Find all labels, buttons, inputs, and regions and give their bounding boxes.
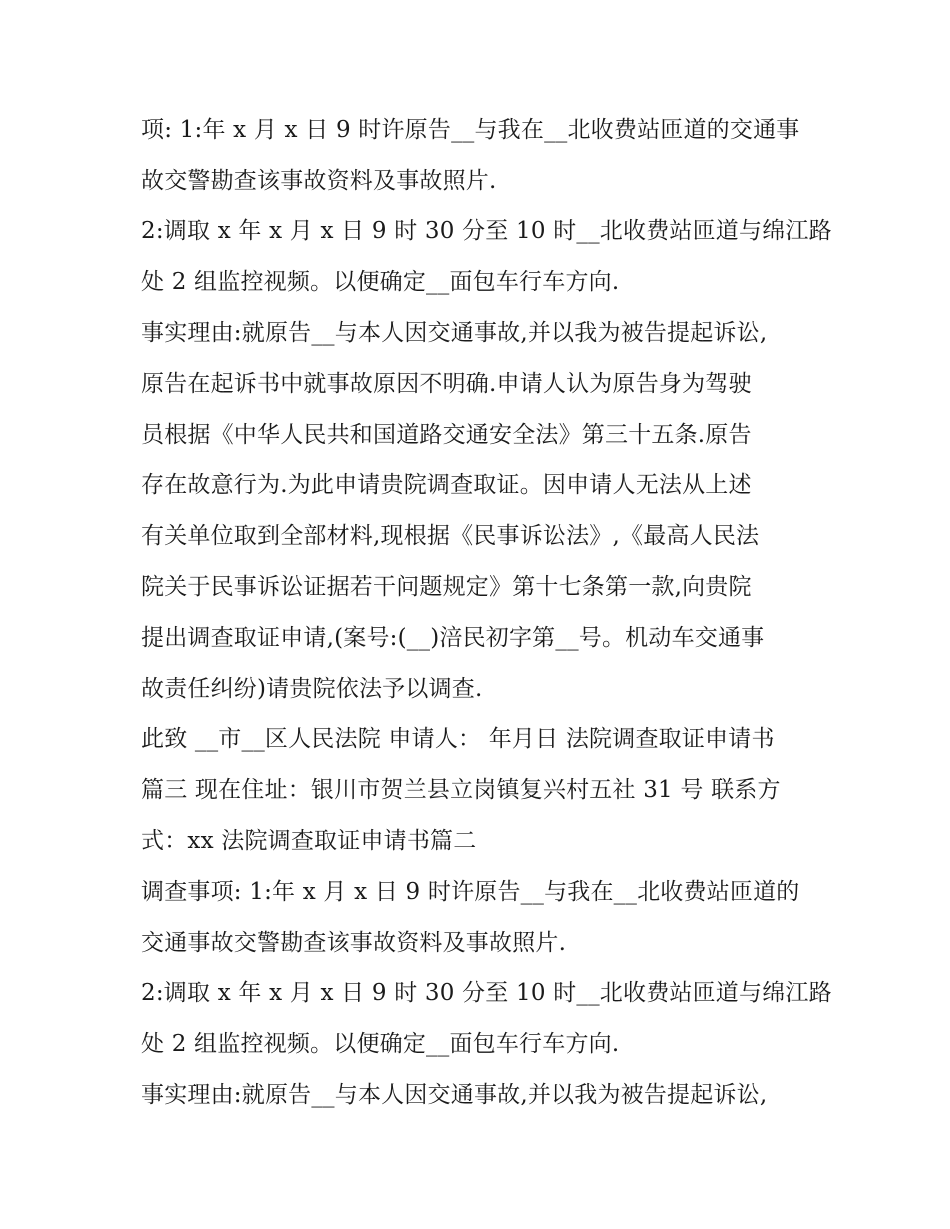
- text-line: 调查事项: 1:年 x 月 x 日 9 时许原告__与我在__北收费站匝道的: [141, 879, 800, 905]
- text-line: 此致 __市__区人民法院 申请人： 年月日 法院调查取证申请书: [141, 726, 775, 752]
- text-line: 院关于民事诉讼证据若干问题规定》第十七条第一款,向贵院: [141, 574, 752, 600]
- text-line: 原告在起诉书中就事故原因不明确.申请人认为原告身为驾驶: [141, 371, 752, 397]
- text-line: 2:调取 x 年 x 月 x 日 9 时 30 分至 10 时__北收费站匝道与绵江路: [141, 218, 832, 244]
- text-line: 2:调取 x 年 x 月 x 日 9 时 30 分至 10 时__北收费站匝道与绵江路: [141, 980, 832, 1006]
- text-line: 事实理由:就原告__与本人因交通事故,并以我为被告提起诉讼,: [141, 320, 768, 346]
- text-line: 事实理由:就原告__与本人因交通事故,并以我为被告提起诉讼,: [141, 1082, 768, 1108]
- text-line: 存在故意行为.为此申请贵院调查取证。因申请人无法从上述: [141, 472, 752, 498]
- text-line: 式：xx 法院调查取证申请书篇二: [141, 828, 477, 854]
- text-line: 员根据《中华人民共和国道路交通安全法》第三十五条.原告: [141, 422, 752, 448]
- text-line: 处 2 组监控视频。以便确定__面包车行车方向.: [141, 269, 620, 295]
- text-line: 故交警勘查该事故资料及事故照片.: [141, 168, 497, 194]
- text-line: 交通事故交警勘查该事故资料及事故照片.: [141, 930, 567, 956]
- text-line: 有关单位取到全部材料,现根据《民事诉讼法》,《最高人民法: [141, 523, 760, 549]
- text-line: 篇三 现在住址：银川市贺兰县立岗镇复兴村五社 31 号 联系方: [141, 777, 781, 803]
- text-line: 提出调查取证申请,(案号:(__)涪民初字第__号。机动车交通事: [141, 625, 765, 651]
- text-line: 处 2 组监控视频。以便确定__面包车行车方向.: [141, 1031, 620, 1057]
- text-line: 项: 1:年 x 月 x 日 9 时许原告__与我在__北收费站匝道的交通事: [141, 117, 800, 143]
- text-line: 故责任纠纷)请贵院依法予以调查.: [141, 676, 483, 702]
